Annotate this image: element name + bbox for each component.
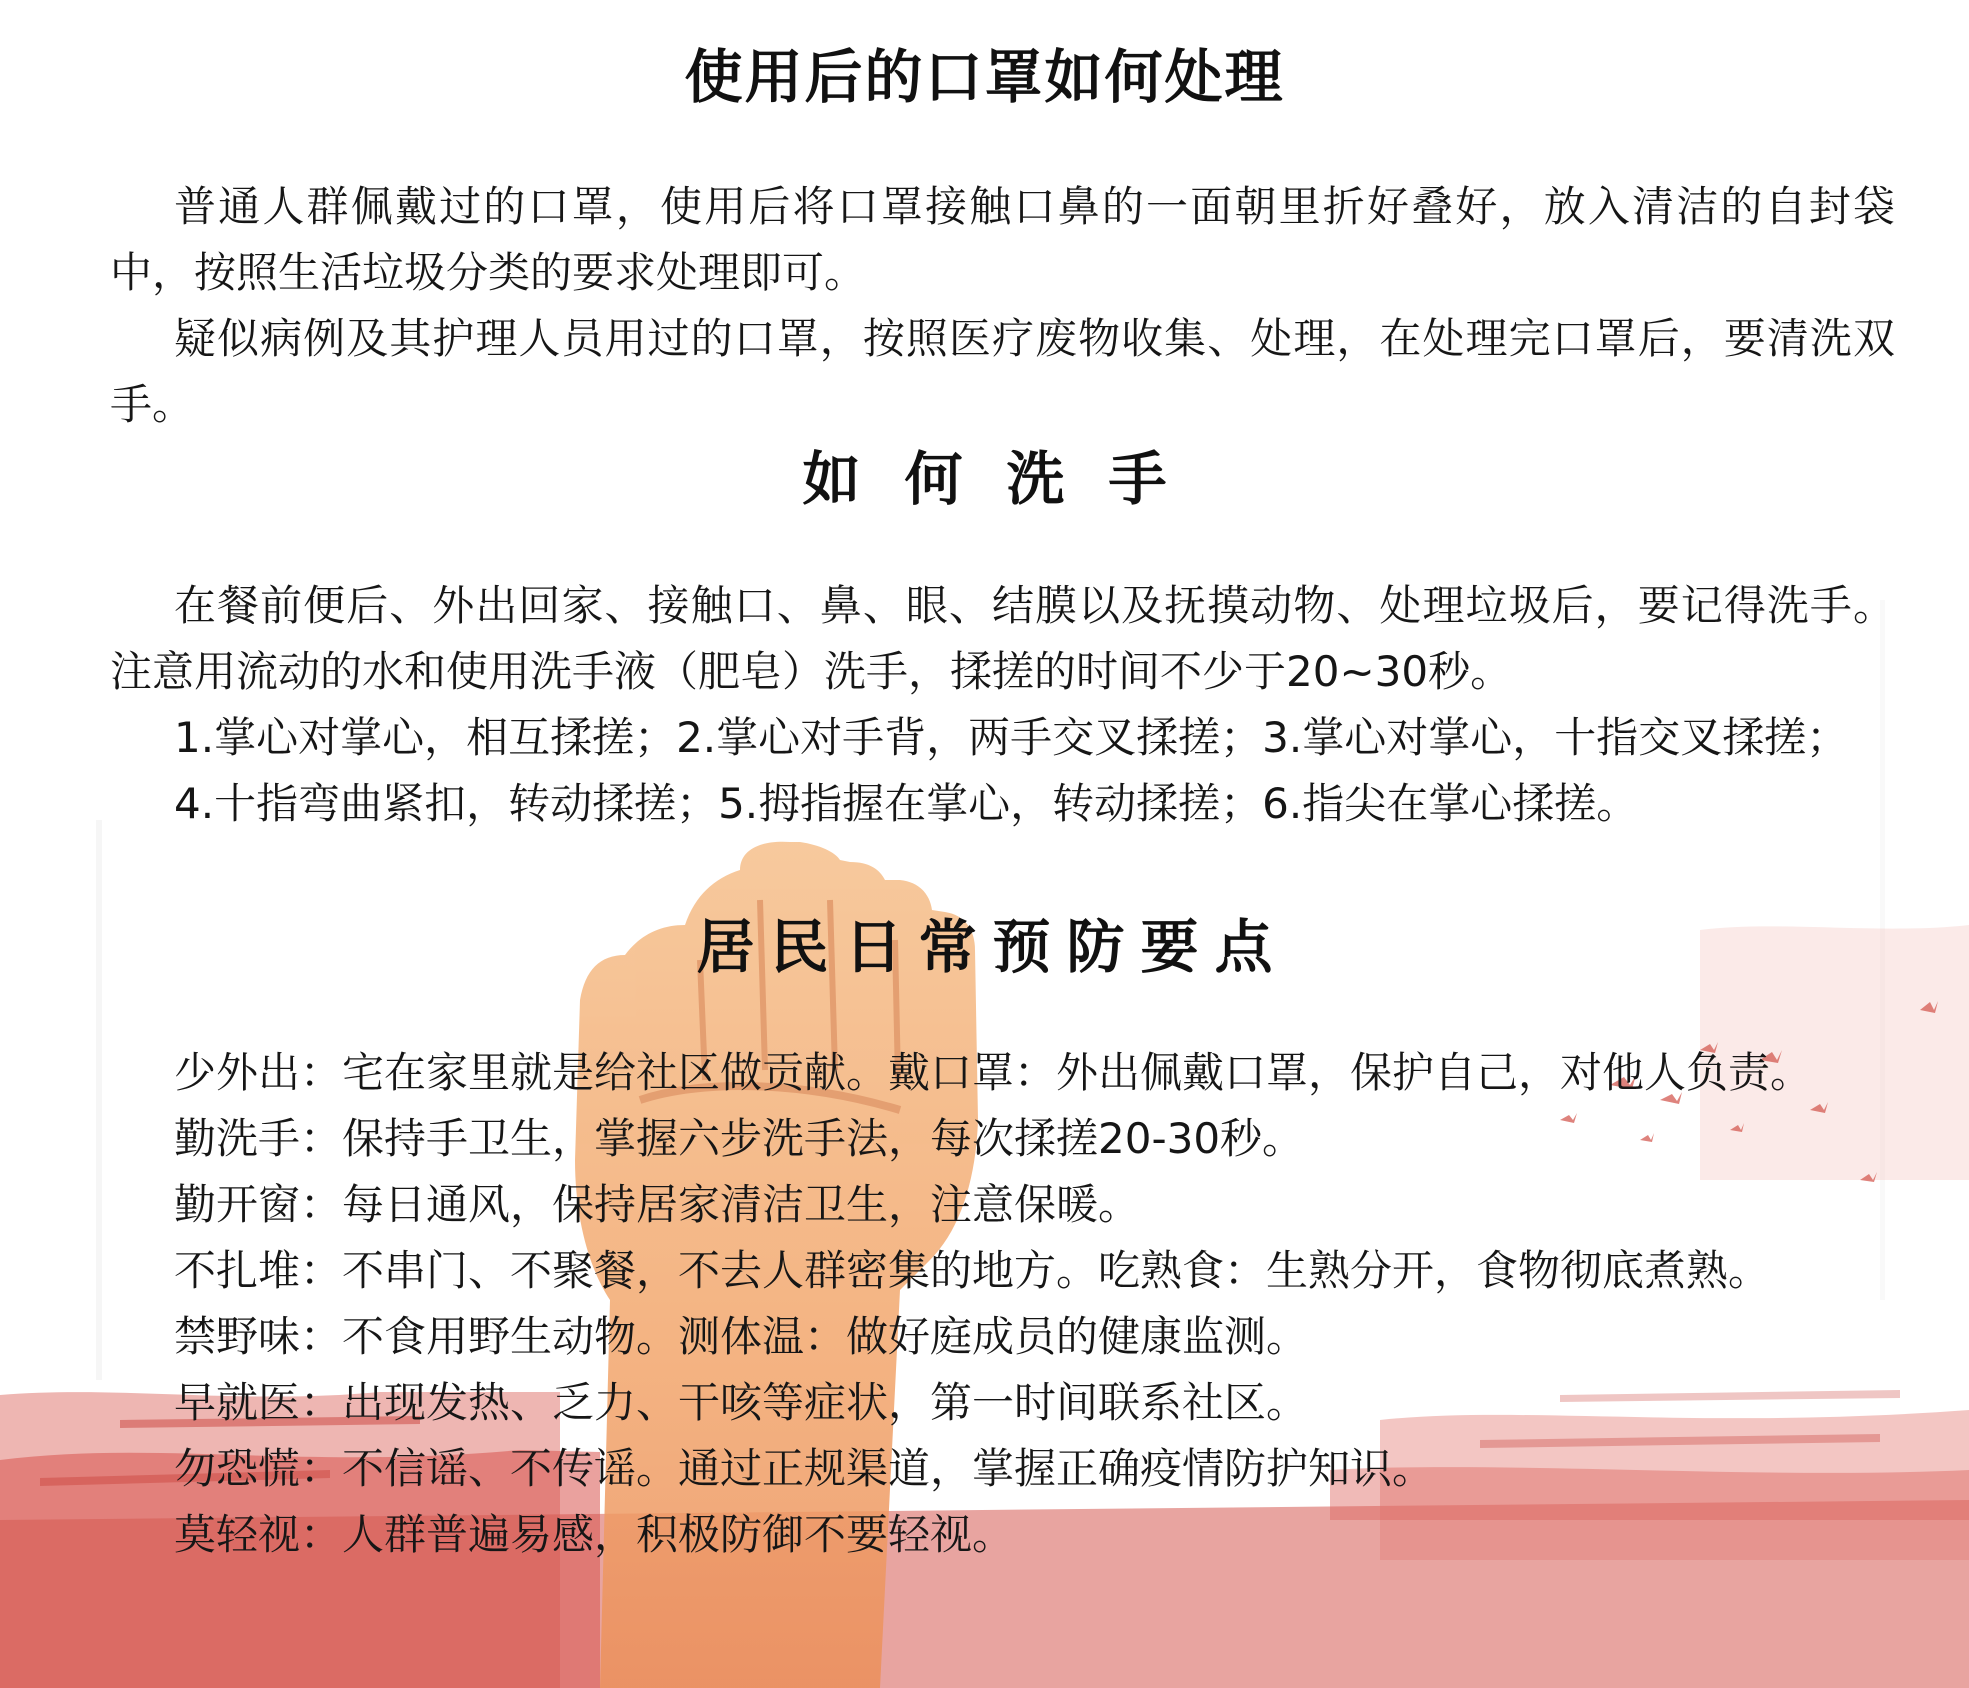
mask-disposal-title: 使用后的口罩如何处理 xyxy=(684,43,1285,111)
hand-washing-title: 如何洗手 xyxy=(802,445,1211,513)
prevention-item: 禁野味：不食用野生动物。测体温：做好庭成员的健康监测。 xyxy=(174,1312,1309,1361)
prevention-item: 不扎堆：不串门、不聚餐，不去人群密集的地方。吃熟食：生熟分开，食物彻底煮熟。 xyxy=(174,1246,1771,1295)
prevention-item: 少外出：宅在家里就是给社区做贡献。戴口罩：外出佩戴口罩，保护自己，对他人负责。 xyxy=(174,1048,1813,1097)
hand-washing-steps-line-1: 1.掌心对掌心，相互揉搓；2.掌心对手背，两手交叉揉搓；3.掌心对掌心，十指交叉揉搓； xyxy=(174,713,1849,762)
prevention-item: 勤洗手：保持手卫生，掌握六步洗手法，每次揉搓20-30秒。 xyxy=(174,1114,1305,1163)
prevention-item: 勤开窗：每日通风，保持居家清洁卫生，注意保暖。 xyxy=(174,1180,1141,1229)
daily-prevention-section xyxy=(110,1040,1895,1568)
hand-washing-section xyxy=(110,573,1895,837)
prevention-item: 莫轻视：人群普遍易感，积极防御不要轻视。 xyxy=(174,1510,1015,1559)
mask-disposal-paragraph-1: 普通人群佩戴过的口罩，使用后将口罩接触口鼻的一面朝里折好叠好，放入清洁的自封袋中，按照生活垃圾分类的要求处理即可。 xyxy=(110,182,1895,297)
hand-washing-steps-line-2: 4.十指弯曲紧扣，转动揉搓；5.拇指握在掌心，转动揉搓；6.指尖在掌心揉搓。 xyxy=(174,779,1639,828)
mask-disposal-section xyxy=(110,174,1895,438)
daily-prevention-title: 居民日常预防要点 xyxy=(696,913,1289,981)
mask-disposal-paragraph-2: 疑似病例及其护理人员用过的口罩，按照医疗废物收集、处理，在处理完口罩后，要清洗双手。 xyxy=(110,314,1895,429)
hand-washing-paragraph: 在餐前便后、外出回家、接触口、鼻、眼、结膜以及抚摸动物、处理垃圾后，要记得洗手。注意用流动的水和使用洗手液（肥皂）洗手，揉搓的时间不少于20~30秒。 xyxy=(110,581,1895,696)
prevention-item: 早就医：出现发热、乏力、干咳等症状，第一时间联系社区。 xyxy=(174,1378,1309,1427)
prevention-item: 勿恐慌：不信谣、不传谣。通过正规渠道，掌握正确疫情防护知识。 xyxy=(174,1444,1435,1493)
